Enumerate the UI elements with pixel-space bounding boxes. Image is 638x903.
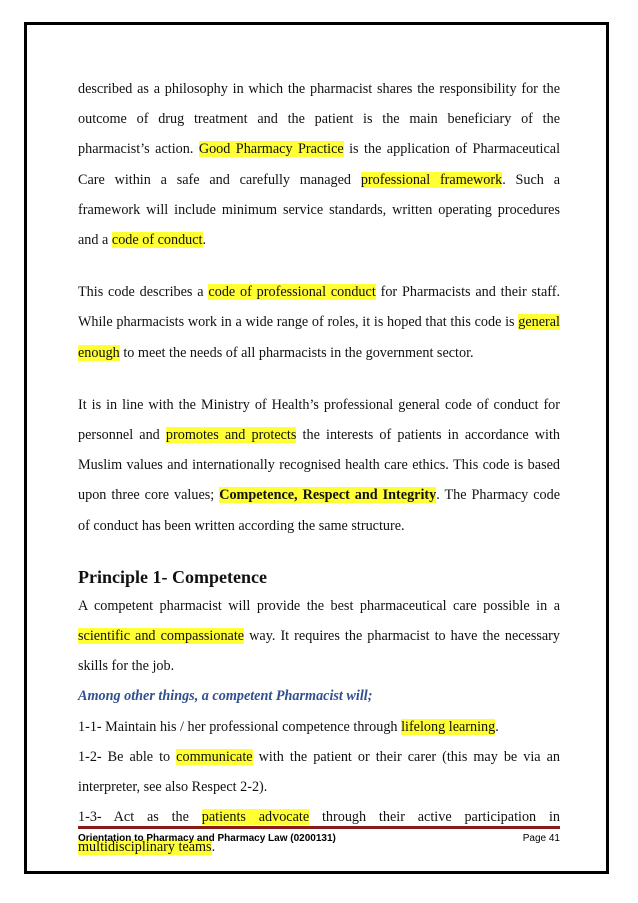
text: to meet the needs of all pharmacists in the government sector. — [119, 344, 474, 361]
highlight-promotes-and-protects: promotes and protects — [165, 427, 297, 444]
text: is the application of Pharmaceutical Care within a safe and carefully managed — [78, 141, 561, 188]
text: way. It requires the pharmacist to have the necessary skills for the job. — [78, 628, 560, 675]
text: described as a philosophy in which the pharmacist shares the responsibility for the outcome of drug treatment and the patient is the main beneficiary of the pharmacist’s action. — [78, 81, 560, 158]
highlight-code-of-conduct: code of conduct — [111, 232, 203, 249]
highlight-general-enough: general enough — [78, 314, 560, 361]
text: 1-3- Act as the — [78, 809, 202, 826]
highlight-professional-framework: professional framework — [360, 171, 503, 188]
text: . Such a framework will include minimum service standards, written operating procedures and a — [78, 171, 560, 249]
principle-intro — [78, 591, 560, 682]
highlight-code-of-professional-conduct: code of professional conduct — [208, 284, 376, 301]
text: 1-1- Maintain his / her professional competence through — [78, 718, 402, 735]
text: . — [202, 232, 207, 249]
text: . — [211, 839, 216, 856]
text: with the patient or their carer (this may be via an interpreter, see also Respect 2-2). — [78, 748, 560, 796]
page-number: Page 41 — [522, 833, 560, 844]
paragraph-ministry — [78, 390, 560, 541]
text: A competent pharmacist will provide the best pharmaceutical care possible in a — [78, 597, 560, 614]
highlight-communicate: communicate — [176, 748, 253, 765]
paragraph-pharmaceutical-care — [78, 74, 560, 255]
text: . The Pharmacy code of conduct has been written according the same structure. — [78, 487, 561, 534]
text: 1-2- Be able to — [78, 748, 177, 765]
text: for Pharmacists and their staff. While pharmacists work in a wide range of roles, it is hoped that this code is — [78, 284, 560, 331]
text: This code describes a — [78, 284, 209, 301]
text: through their active participation in — [309, 809, 560, 826]
footer-title: Orientation to Pharmacy and Pharmacy Law (0200131) — [78, 833, 336, 844]
highlight-multidisciplinary-teams: multidisciplinary teams — [78, 839, 212, 856]
list-item-1-2 — [78, 742, 560, 802]
highlight-patients-advocate: patients advocate — [201, 809, 310, 826]
highlight-good-pharmacy-practice: Good Pharmacy Practice — [198, 141, 344, 158]
highlight-lifelong-learning: lifelong learning — [401, 718, 496, 735]
highlight-scientific-compassionate: scientific and compassionate — [78, 628, 245, 645]
text: It is in line with the Ministry of Health’s professional general code of conduct for personnel and — [78, 396, 560, 444]
principle-heading: Principle 1- Competence — [78, 566, 267, 587]
highlight-core-values: Competence, Respect and Integrity — [219, 487, 437, 504]
principle-lead: Among other things, a competent Pharmacist will; — [78, 688, 373, 705]
page-body — [78, 74, 560, 863]
text: . — [495, 718, 499, 735]
paragraph-code-description — [78, 277, 560, 368]
page-footer — [78, 826, 560, 844]
text: the interests of patients in accordance with Muslim values and internationally recognised health care ethics. This code is based upon three core values; — [78, 427, 560, 504]
list-item-1-1 — [78, 712, 560, 742]
